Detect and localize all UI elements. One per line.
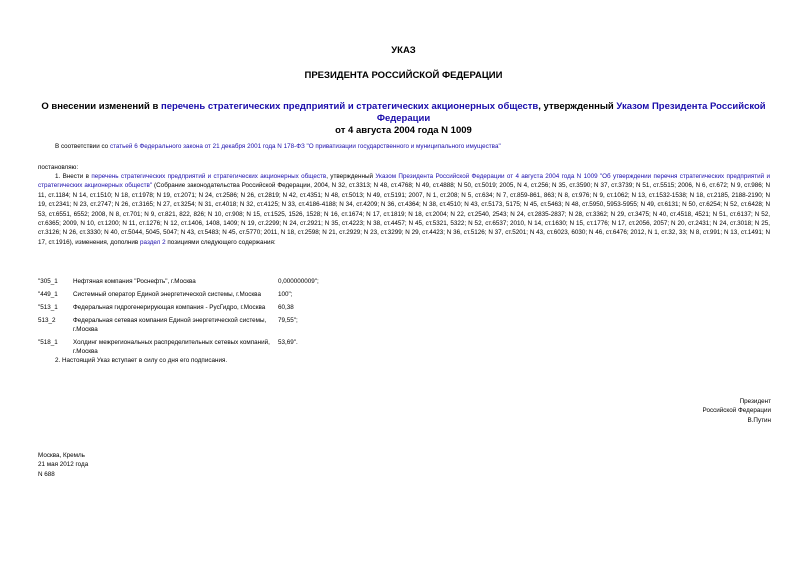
- para1-section-link[interactable]: раздел 2: [140, 238, 166, 246]
- title-middle: , утвержденный: [538, 101, 617, 112]
- para1-start: 1. Внести в: [55, 173, 92, 180]
- position-value: 53,69".: [278, 339, 298, 347]
- position-code: "449_1: [38, 290, 58, 298]
- position-value: 60,38: [278, 303, 294, 311]
- para1-citations: (Собрание законодательства Российской Федерации, 2004, N 32, ст.3313; N 48, ст.4768; N 49, ст.4888; N 50, ст.5019; 2005, N 4, ст.256; N 35, ст.3590; N 37, ст.3739; N 51, ст.5515; 2006, N 6, ст.672; N 9, ст.986; N 11, ст.1184; N 14, ст.1510; N 18, ст.1978; N 19, ст.2071; N 24, ст.2586; N 26, ст.2819; N 42, ст.4351; N 48, ст.5013; N 49, ст.5191; 2007, N 1, ст.208; N 5, ст.634; N 7, ст.859-861, 863; N 8, ст.976; N 9, ст.1062; N 13, ст.1532-1538; N 18, ст.2185, 2188-2190; N 19, ст.2341; N 23, ст.2747; N 26, ст.3165; N 27, ст.3254; N 31, ст.4018; N 32, ст.4125; N 33, ст.4186-4188; N 34, ст.4209; N 36, ст.4364; N 38, ст.4510; N 43, ст.5173, 5175; N 45, ст.5463; N 48, ст.5950, 5953-5955; N 49, ст.6131; N 50, ст.6254; N 52, ст.6428; N 53, ст.6551, 6552; 2008, N 8, ст.701; N 9, ст.821, 822, 826; N 10, ст.908; N 15, ст.1525, 1526, 1528; N 16, ст.1674; N 17, ст.1819; N 18, ст.2004; N 22, ст.2540, 2543; N 24, ст.2835-2837; N 28, ст.3362; N 29, ст.3475; N 40, ст.4518, 4521; N 51, ст.6137; N 52, ст.6365; 2009, N 10, ст.1200; N 11, ст.1276; N 12, ст.1406, 1408, 1409; N 19, ст.2299; N 24, ст.2921; N 35, ст.4223; N 38, ст.4457; N 45, ст.5321, 5322; N 52, ст.6537; 2010, N 14, ст.1630; N 15, ст.1776; N 17, ст.2056, 2057; N 20, ст.2431; N 24, ст.3018; N 25, ст.3126; N 26, ст.3330; N 40, ст.5044, 5045, 5047; N 43, ст.5483; N 45, ст.5770; 2011, N 18, ст.2598; N 21, ст.2929; N 23, ст.3299; N 29, ст.4423; N 36, ст.5126; N 37, ст.5201; N 43, ст.6023, 6030; N 46, ст.6476; 2012, N 1, ст.32, 33; N 8, ст.991; N 13, ст.1491; N 17, ст.1916), изменения, дополнив: [38, 182, 771, 246]
- decree-number: N 688: [38, 470, 55, 478]
- para1-end: позициями следующего содержания:: [165, 238, 276, 246]
- place-date-block: [38, 451, 88, 479]
- signature-country: Российской Федерации: [702, 407, 771, 415]
- issuer-heading: ПРЕЗИДЕНТА РОССИЙСКОЙ ФЕДЕРАЦИИ: [304, 70, 503, 81]
- para1-list-link[interactable]: перечень стратегических предприятий и стратегических акционерных обществ: [91, 173, 327, 180]
- paragraph-2: 2. Настоящий Указ вступает в силу со дня его подписания.: [55, 357, 228, 364]
- title-link-list[interactable]: перечень стратегических предприятий и стратегических акционерных обществ: [160, 101, 539, 112]
- position-code: "513_1: [38, 303, 58, 311]
- signature-name: В.Путин: [747, 416, 771, 424]
- place: Москва, Кремль: [38, 452, 85, 459]
- table-row: [38, 303, 358, 316]
- position-code: "305_1: [38, 278, 58, 285]
- position-name: Холдинг межрегиональных распределительных сетевых компаний, г.Москва: [73, 339, 270, 356]
- decree-word: постановляю:: [38, 164, 79, 171]
- date: 21 мая 2012 года: [38, 461, 89, 469]
- position-name: Системный оператор Единой энергетической системы, г.Москва: [73, 290, 261, 298]
- paragraph-1: [38, 172, 770, 247]
- position-value: 0,000000009";: [278, 278, 319, 285]
- title-link-decree[interactable]: Указом Президента Российской Федерации: [376, 101, 766, 124]
- position-name: Нефтяная компания "Роснефть", г.Москва: [73, 278, 196, 285]
- decree-heading: УКАЗ: [391, 45, 416, 56]
- table-row: [38, 277, 358, 290]
- title-date: от 4 августа 2004 года N 1009: [335, 125, 472, 136]
- para1-decree-link[interactable]: Указом Президента Российской Федерации от 4 августа 2004 года N 1009 "Об утверждении перечня стратегических предприятий и стратегических акционерных обществ": [38, 173, 771, 190]
- position-value: 100";: [278, 290, 293, 298]
- positions-table: [38, 277, 358, 360]
- position-name: Федеральная сетевая компания Единой энергетической системы, г.Москва: [73, 316, 267, 334]
- position-code: "518_1: [38, 339, 58, 347]
- table-row: [38, 290, 358, 303]
- signature-title: Президент: [739, 398, 771, 405]
- position-code: 513_2: [38, 316, 56, 324]
- title-prefix: О внесении изменений в: [41, 101, 161, 112]
- position-name: Федеральная гидрогенерирующая компания - РусГидро, г.Москва: [73, 303, 266, 311]
- intro-paragraph: [55, 142, 775, 151]
- signature-block: [703, 397, 771, 425]
- decree-title: [30, 101, 777, 137]
- intro-prefix: В соответствии со: [55, 143, 110, 150]
- intro-law-link[interactable]: статьей 6 Федерального закона от 21 декабря 2001 года N 178-ФЗ "О приватизации государственного и муниципального имущества": [109, 143, 501, 150]
- table-row: [38, 316, 358, 338]
- para1-mid1: , утвержденный: [326, 173, 376, 180]
- position-value: 79,55";: [278, 316, 298, 324]
